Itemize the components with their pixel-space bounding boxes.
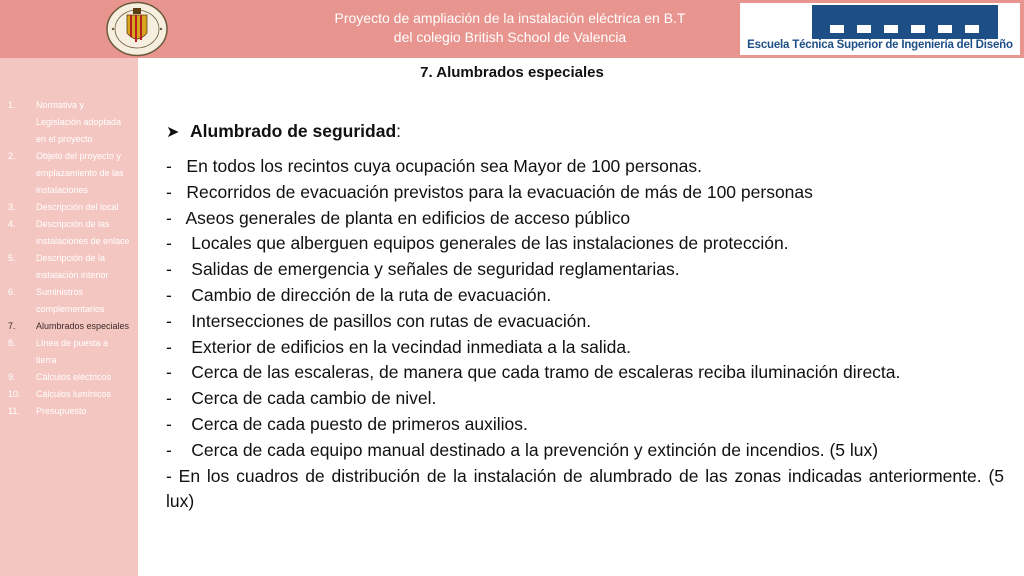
list-item: - Intersecciones de pasillos con rutas de evacuación. bbox=[166, 310, 592, 331]
toc-item[interactable] bbox=[0, 148, 138, 199]
logo-square bbox=[857, 25, 871, 33]
toc-item[interactable] bbox=[0, 216, 138, 250]
toc-item[interactable] bbox=[0, 369, 138, 386]
toc-item[interactable] bbox=[0, 199, 138, 216]
toc-item-label: Alumbrados especiales bbox=[36, 321, 130, 331]
list-item: - Recorridos de evacuación previstos para la evacuación de más de 100 personas bbox=[166, 181, 813, 202]
toc-item[interactable] bbox=[0, 250, 138, 284]
toc-item-number: 8. bbox=[8, 338, 16, 348]
toc-item-number: 5. bbox=[8, 253, 16, 263]
presentation-title bbox=[290, 9, 730, 47]
toc-item[interactable] bbox=[0, 403, 138, 420]
toc-item-number: 10. bbox=[8, 389, 21, 399]
list-item: - Salidas de emergencia y señales de seguridad reglamentarias. bbox=[166, 259, 680, 280]
toc-item-label: Descripción de la instalación interior bbox=[36, 253, 109, 280]
toc-item-label: Normativa y Legislación adoptada en el proyecto bbox=[36, 100, 122, 144]
toc-list bbox=[0, 97, 138, 420]
toc-item-label: Suministros complementarios bbox=[36, 287, 105, 314]
toc-item-number: 4. bbox=[8, 219, 16, 229]
list-item: - Cerca de cada cambio de nivel. bbox=[166, 388, 437, 409]
toc-item[interactable] bbox=[0, 318, 138, 335]
etsid-logo-text: Escuela Técnica Superior de Ingeniería del Diseño bbox=[747, 39, 1013, 51]
toc-item-number: 2. bbox=[8, 151, 16, 161]
toc-item[interactable] bbox=[0, 335, 138, 369]
upv-seal-logo bbox=[105, 1, 169, 57]
toc-item-number: 6. bbox=[8, 287, 16, 297]
logo-square bbox=[911, 25, 925, 33]
toc-item[interactable] bbox=[0, 284, 138, 318]
list-item: - Cerca de cada puesto de primeros auxilios. bbox=[166, 413, 528, 434]
main-content bbox=[166, 118, 1004, 515]
list-item: - Exterior de edificios en la vecindad inmediata a la salida. bbox=[166, 336, 631, 357]
header-bar bbox=[0, 0, 1024, 58]
toc-item-number: 11. bbox=[8, 406, 20, 416]
list-item: - Cerca de las escaleras, de manera que cada tramo de escaleras reciba iluminación directa. bbox=[166, 362, 901, 383]
title-line-2: del colegio British School de Valencia bbox=[393, 29, 627, 45]
arrow-bullet-icon: ➤ bbox=[166, 124, 180, 141]
list-item: - En todos los recintos cuya ocupación sea Mayor de 100 personas. bbox=[166, 156, 702, 176]
etsid-logo bbox=[740, 3, 1020, 55]
logo-square bbox=[884, 25, 898, 33]
toc-item-label: Línea de puesta a tierra bbox=[36, 338, 109, 365]
toc-item-label: Cálculos lumínicos bbox=[36, 389, 112, 399]
toc-item-number: 9. bbox=[8, 372, 16, 382]
subheading-colon: : bbox=[396, 121, 402, 141]
sidebar-toc bbox=[0, 58, 138, 576]
toc-item-label: Descripción de las instalaciones de enlace bbox=[36, 219, 130, 246]
logo-square bbox=[938, 25, 952, 33]
logo-square bbox=[830, 25, 844, 33]
etsid-logo-bar bbox=[812, 5, 998, 39]
subheading bbox=[166, 118, 1004, 144]
list-item: - En los cuadros de distribución de la instalación de alumbrado de las zonas indicadas anteriormente. (5 lux) bbox=[166, 465, 1004, 512]
logo-square bbox=[965, 25, 979, 33]
list-item: - Cerca de cada equipo manual destinado a la prevención y extinción de incendios. (5 lux) bbox=[166, 439, 879, 460]
list-item: - Locales que alberguen equipos generales de las instalaciones de protección. bbox=[166, 233, 789, 254]
toc-item-label: Cálculos eléctricos bbox=[36, 372, 112, 382]
subheading-text: Alumbrado de seguridad bbox=[190, 121, 397, 141]
toc-item-number: 1. bbox=[8, 100, 16, 110]
toc-item-label: Presupuesto bbox=[36, 406, 87, 416]
toc-item-number: 3. bbox=[8, 202, 16, 212]
list-item: - Cambio de dirección de la ruta de evacuación. bbox=[166, 284, 552, 305]
requirements-list bbox=[166, 154, 1004, 515]
toc-item-number: 7. bbox=[8, 321, 16, 331]
toc-item[interactable] bbox=[0, 97, 138, 148]
list-item: - Aseos generales de planta en edificios de acceso público bbox=[166, 207, 631, 228]
title-line-1: Proyecto de ampliación de la instalación eléctrica en B.T bbox=[334, 10, 686, 26]
toc-item-label: Objeto del proyecto y emplazamiento de las instalaciones bbox=[36, 151, 124, 195]
section-title: 7. Alumbrados especiales bbox=[420, 64, 604, 81]
toc-item[interactable] bbox=[0, 386, 138, 403]
toc-item-label: Descripción del local bbox=[36, 202, 119, 212]
